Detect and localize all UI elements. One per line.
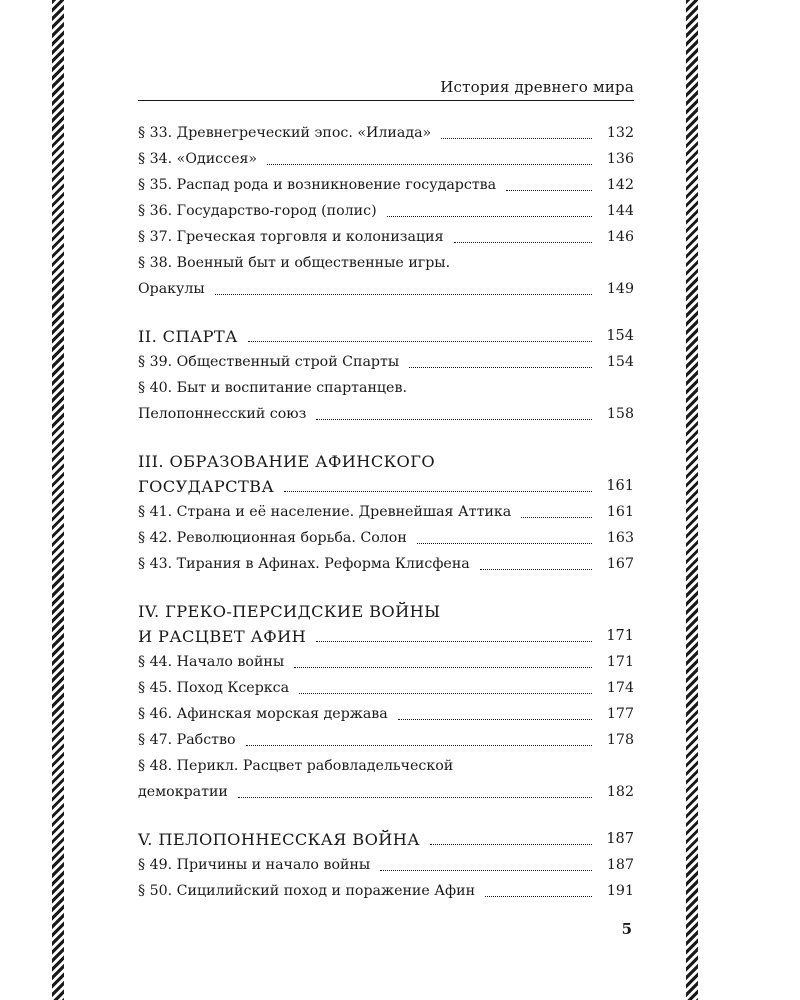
toc-section-heading[interactable] xyxy=(138,474,634,499)
toc-entry-first-line[interactable]: § 38. Военный быт и общественные игры. xyxy=(138,255,451,271)
header-rule xyxy=(138,100,634,101)
toc-entry-page: 191 xyxy=(606,883,634,899)
toc-entry-label: § 42. Революционная борьба. Солон xyxy=(138,530,407,546)
toc-entry-page: 154 xyxy=(606,354,634,370)
toc-entry[interactable] xyxy=(138,649,634,675)
toc-section-heading[interactable] xyxy=(138,324,634,349)
page-number: 5 xyxy=(621,920,632,938)
toc-entry-label: Оракулы xyxy=(138,281,205,297)
toc-section-peloponnesian-war xyxy=(138,827,634,852)
toc-entry-page: 161 xyxy=(606,504,634,520)
dot-leader xyxy=(409,367,592,368)
toc-entry-page: 187 xyxy=(606,857,634,873)
toc-entry[interactable] xyxy=(138,779,634,805)
dot-leader xyxy=(316,419,592,420)
dot-leader xyxy=(485,896,592,897)
toc-entry-page: 167 xyxy=(606,556,634,572)
toc-section-heading-first-line[interactable]: III. ОБРАЗОВАНИЕ АФИНСКОГО xyxy=(138,452,436,471)
dot-leader xyxy=(294,667,592,668)
dot-leader xyxy=(417,543,592,544)
toc-entry[interactable] xyxy=(138,551,634,577)
dot-leader xyxy=(284,491,592,492)
toc-entry-page: 132 xyxy=(606,125,634,141)
toc-entry[interactable] xyxy=(138,727,634,753)
toc-entry[interactable] xyxy=(138,525,634,551)
toc-entry[interactable] xyxy=(138,172,634,198)
toc-section-sparta-entries xyxy=(138,349,634,427)
book-page xyxy=(138,0,634,1000)
toc-entry[interactable] xyxy=(138,146,634,172)
toc-entry-label: Пелопоннесский союз xyxy=(138,406,307,422)
toc-section-heading-label: И РАСЦВЕТ АФИН xyxy=(138,627,307,646)
toc-section-athens-state-entries xyxy=(138,499,634,577)
toc-entry-page: 158 xyxy=(606,406,634,422)
toc-section-heading-page: 171 xyxy=(606,628,634,644)
toc-section-athens-state xyxy=(138,449,634,499)
toc-entry-label: § 37. Греческая торговля и колонизация xyxy=(138,229,444,245)
toc-entry[interactable] xyxy=(138,224,634,250)
toc-entry-label: § 46. Афинская морская держава xyxy=(138,706,388,722)
right-page-edge-border xyxy=(686,0,698,1000)
dot-leader xyxy=(299,693,592,694)
dot-leader xyxy=(398,719,592,720)
toc-entry-page: 174 xyxy=(606,680,634,696)
toc-entry[interactable] xyxy=(138,276,634,302)
toc-section-heading[interactable] xyxy=(138,624,634,649)
toc-entry-label: § 36. Государство-город (полис) xyxy=(138,203,377,219)
toc-entry-label: § 39. Общественный строй Спарты xyxy=(138,354,400,370)
dot-leader xyxy=(387,216,592,217)
toc-entry-label: § 49. Причины и начало войны xyxy=(138,857,371,873)
toc-intro-group xyxy=(138,120,634,302)
dot-leader xyxy=(215,294,592,295)
toc-entry-label: § 33. Древнегреческий эпос. «Илиада» xyxy=(138,125,432,141)
toc-entry-page: 178 xyxy=(606,732,634,748)
toc-entry-label: § 50. Сицилийский поход и поражение Афин xyxy=(138,883,476,899)
toc-entry-page: 142 xyxy=(606,177,634,193)
toc-entry-label: демократии xyxy=(138,784,228,800)
toc-entry-label: § 47. Рабство xyxy=(138,732,236,748)
toc-section-heading-label: II. СПАРТА xyxy=(138,327,238,346)
dot-leader xyxy=(267,164,592,165)
running-title: История древнего мира xyxy=(440,78,634,96)
dot-leader xyxy=(248,341,592,342)
left-page-edge-border xyxy=(52,0,64,1000)
dot-leader xyxy=(238,797,592,798)
dot-leader xyxy=(521,517,592,518)
toc-entry-page: 149 xyxy=(606,281,634,297)
toc-section-greco-persian-wars xyxy=(138,599,634,649)
toc-entry-page: 163 xyxy=(606,530,634,546)
dot-leader xyxy=(430,844,592,845)
toc-entry-page: 177 xyxy=(606,706,634,722)
toc-entry[interactable] xyxy=(138,852,634,878)
toc-entry-label: § 34. «Одиссея» xyxy=(138,151,258,167)
dot-leader xyxy=(480,569,592,570)
toc-section-peloponnesian-war-entries xyxy=(138,852,634,904)
toc-entry-label: § 35. Распад рода и возникновение государства xyxy=(138,177,497,193)
toc-entry[interactable] xyxy=(138,349,634,375)
table-of-contents xyxy=(138,120,634,904)
toc-entry[interactable] xyxy=(138,198,634,224)
toc-section-heading-page: 154 xyxy=(606,328,634,344)
dot-leader xyxy=(380,870,592,871)
dot-leader xyxy=(441,138,592,139)
toc-entry-page: 182 xyxy=(606,784,634,800)
toc-section-heading-page: 161 xyxy=(606,478,634,494)
toc-entry[interactable] xyxy=(138,120,634,146)
toc-entry[interactable] xyxy=(138,701,634,727)
toc-entry-page: 171 xyxy=(606,654,634,670)
toc-entry-page: 146 xyxy=(606,229,634,245)
dot-leader xyxy=(316,641,592,642)
toc-entry[interactable] xyxy=(138,878,634,904)
toc-section-heading[interactable] xyxy=(138,827,634,852)
toc-entry-first-line[interactable]: § 48. Перикл. Расцвет рабовладельческой xyxy=(138,758,454,774)
dot-leader xyxy=(506,190,592,191)
toc-entry[interactable] xyxy=(138,499,634,525)
toc-entry-page: 136 xyxy=(606,151,634,167)
dot-leader xyxy=(246,745,592,746)
toc-entry-label: § 45. Поход Ксеркса xyxy=(138,680,290,696)
toc-section-heading-label: ГОСУДАРСТВА xyxy=(138,477,275,496)
toc-entry-page: 144 xyxy=(606,203,634,219)
toc-section-heading-first-line[interactable]: IV. ГРЕКО-ПЕРСИДСКИЕ ВОЙНЫ xyxy=(138,602,441,621)
toc-section-sparta xyxy=(138,324,634,349)
toc-section-greco-persian-wars-entries xyxy=(138,649,634,805)
toc-section-heading-page: 187 xyxy=(606,831,634,847)
toc-entry[interactable] xyxy=(138,675,634,701)
toc-section-heading-label: V. ПЕЛОПОННЕССКАЯ ВОЙНА xyxy=(138,830,420,849)
toc-entry-label: § 41. Страна и её население. Древнейшая Аттика xyxy=(138,504,512,520)
toc-entry-first-line[interactable]: § 40. Быт и воспитание спартанцев. xyxy=(138,380,407,396)
toc-entry-label: § 44. Начало войны xyxy=(138,654,285,670)
dot-leader xyxy=(454,242,592,243)
toc-entry-label: § 43. Тирания в Афинах. Реформа Клисфена xyxy=(138,556,470,572)
toc-entry[interactable] xyxy=(138,401,634,427)
